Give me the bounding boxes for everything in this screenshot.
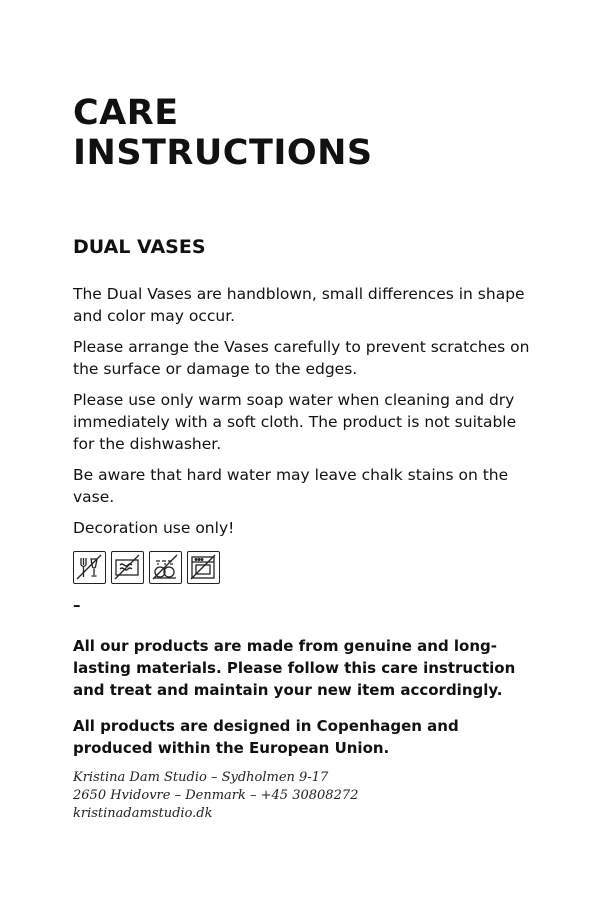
paragraph-cleaning: Please use only warm soap water when cleaning and dry immediately with a soft cloth. The product is not suitable for the dishwasher. — [73, 391, 517, 453]
separator: – — [73, 596, 81, 614]
product-title: DUAL VASES — [73, 236, 206, 258]
no-food-use-icon — [73, 551, 106, 584]
materials-statement: All our products are made from genuine and long-lasting materials. Please follow this care instruction and treat and maintain your new item accordingly. — [73, 637, 516, 699]
footer-website: kristinadamstudio.dk — [73, 806, 213, 821]
footer-address: Kristina Dam Studio – Sydholmen 9-17 — [73, 770, 329, 785]
care-text — [73, 283, 533, 548]
origin-statement: All products are designed in Copenhagen and produced within the European Union. — [73, 717, 459, 757]
page-title-line-2: INSTRUCTIONS — [73, 133, 373, 173]
paragraph-decoration: Decoration use only! — [73, 519, 235, 537]
no-dishwasher-icon — [149, 551, 182, 584]
paragraph-arrange: Please arrange the Vases carefully to prevent scratches on the surface or damage to the edges. — [73, 338, 530, 378]
no-microwave-icon — [111, 551, 144, 584]
paragraph-hard-water: Be aware that hard water may leave chalk stains on the vase. — [73, 466, 509, 506]
footer-city-phone: 2650 Hvidovre – Denmark – +45 30808272 — [73, 788, 359, 803]
paragraph-handblown: The Dual Vases are handblown, small differences in shape and color may occur. — [73, 285, 525, 325]
care-symbols — [73, 551, 220, 584]
page-title — [73, 93, 373, 173]
contact-footer — [73, 769, 358, 823]
no-oven-icon — [187, 551, 220, 584]
page-title-line-1: CARE — [73, 93, 179, 133]
